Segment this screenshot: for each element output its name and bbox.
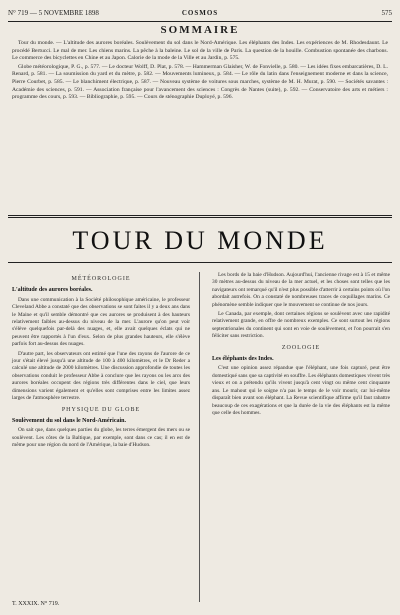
right-column — [212, 272, 390, 419]
toc-paragraph: Globe météorologique, P. G., p. 577. — Le docteur Wolff, D. Plat, p. 578. — Hammerman Glaisher, W. de Fonvielle, p. 580. — Les idées fixes embarcatières, D. L. Renard, p. 581. — La soumission du yard et du mètre, p. 582. — Mouvements lumineux, p. 584. — Le rôle du latin dans l'enseignement moderne et dans la science, Pierre Courbet, p. 585. — Le blanchiment électrique, p. 587. — Nouveau système de voitures sous marches, système de M. H. Murat, p. 590. — Sociétés savantes : Académie des sciences, p. 591. — Association française pour l'avancement des sciences : Congrès de Nantes (suite), p. 592. — Conservatoire des arts et métiers : programme des cours, p. 593. — Bibliographie, p. 595. — Cours de sténographie Duployé, p. 596. — [12, 63, 388, 101]
article-paragraph: Dans une communication à la Société philosophique américaine, le professeur Cleveland Abbe a constaté que des observations se sont faites il y a deux ans dans le Maine et qu'il semble démontré que ces aurores se produisent à des hauteurs relativement faibles au-dessus du niveau de la mer. L'aurore qu'on peut voir s'élève quelquefois par-delà des nuages, et, elle avait quelques éclats qui ne peuvent être rapportés à l'un d'eux. Selon de plus grandes hauteurs, elle s'élève parfois fort au-dessus des nuages. — [12, 296, 190, 348]
section-rule — [8, 215, 392, 216]
table-of-contents — [12, 40, 388, 103]
issue-number: N° 719 — 5 NOVEMBRE 1898 — [8, 9, 99, 17]
running-header — [8, 6, 392, 20]
article-heading: L'altitude des aurores boréales. — [12, 287, 93, 294]
header-rule — [8, 21, 392, 22]
toc-paragraph: Tour du monde. — L'altitude des aurores boréales. Soulèvement du sol dans le Nord-Amérique. Les éléphants des Indes. Les expériences de M. Rhodesdaunt. Le procédé Bertucci. Le mal de mer. Les chiens marins. La pêche à la baleine. Le sol de la ville de Paris. La question de la houille. Combustion spontanée des charbons. Le commerce des bicyclettes en Chine et au Japon. Calorie de la mode de la Ville et au Jardin, p. 575. — [12, 40, 388, 62]
page-footer: T. XXXIX. N° 719. — [12, 601, 60, 607]
article-paragraph: On sait que, dans quelques parties du globe, les terres émergent des mers ou se soulèvent. Les côtes de la Baltique, par exemple, sont dans ce cas; il en est de même pour une région du nord de l'Amérique, la baie d'Hudson. — [12, 427, 190, 449]
article-paragraph: Le Canada, par exemple, dont certaines régions se soulèvent avec une rapidité relativement grande, en offre de nombreux exemples. Ce sont surtout les régions septentrionales du continent qui sont en voie de soulèvement, et l'on pourrait s'en féliciter sans restriction. — [212, 311, 390, 340]
column-divider — [199, 272, 200, 602]
sommaire-heading: SOMMAIRE — [160, 24, 240, 36]
article-paragraph: D'autre part, les observateurs ont estimé que l'une des rayons de l'aurore de ce jour s'était élevé jusqu'à une altitude de 100 à 400 kilomètres, et le Dr Reder a calculé une altitude de 2000 kilomètres. Une discussion approfondie de toutes les observations conduit le professeur Abbe à conclure que les rayons ou les arcs des aurores boréales occupent des régions très différentes dans le ciel, que leurs dimensions varient également et qu'elles sont comprises entre les limites assez larges de l'atmosphère terrestre. — [12, 350, 190, 402]
section-rule-double — [8, 217, 392, 218]
title-rule — [8, 262, 392, 263]
subsection-zoologie: ZOOLOGIE — [281, 344, 321, 351]
subsection-physique: PHYSIQUE DU GLOBE — [61, 406, 141, 413]
article-paragraph: Les bords de la baie d'Hudson. Aujourd'hui, l'ancienne rivage est à 15 et même 30 mètres au-dessus du niveau de la mer actuel, et les choses sont telles que les navigateurs ont remarqué qu'il n'est plus possible d'atterrir à certains points où l'on abordait autrefois. On a constaté de nombreuses traces de coquillages marins. Ce phénomène semble indiquer que le mouvement se continue de nos jours. — [212, 272, 390, 308]
subsection-meteorologie: MÉTÉOROLOGIE — [71, 276, 131, 282]
page-number: 575 — [381, 9, 392, 17]
article-paragraph: C'est une opinion assez répandue que l'éléphant, une fois capturé, peut être domestiqué sans que sa captivité en souffre. Les éléphants domestiques vivent très vieux et on a prétendu qu'ils vivent jusqu'à cent vingt ou même cent cinquante ans. Le mahout qui le soigne n'a pas le temps de le voir mourir, car lui-même disparaît bien avant son éléphant. La Revue scientifique affirme qu'il faut rabattre beaucoup de ces exagérations et que la durée de la vie des éléphants est la même que celle des hommes. — [212, 365, 390, 416]
left-column — [12, 272, 190, 452]
masthead: COSMOS — [181, 9, 219, 17]
section-title: TOUR DU MONDE — [72, 226, 328, 255]
article-heading: Les éléphants des Indes. — [212, 356, 274, 363]
article-heading: Soulèvement du sol dans le Nord-Américain. — [12, 417, 126, 424]
